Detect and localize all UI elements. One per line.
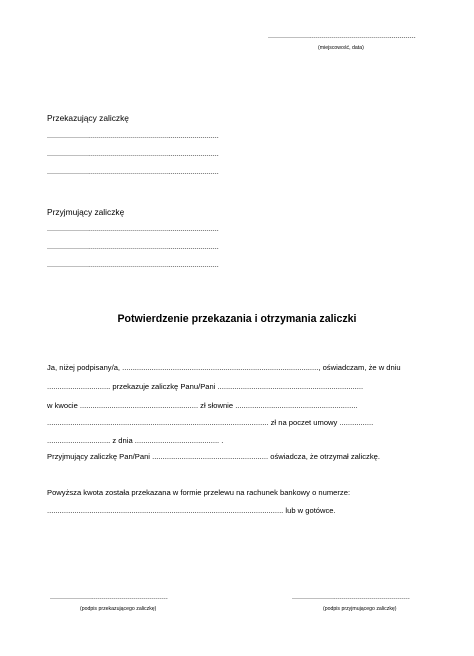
signature-receiver-caption: (podpis przyjmującego zaliczkę)	[323, 606, 397, 612]
statement-line-6[interactable]: Przyjmujący zaliczkę Pan/Pani ....................................................... oświadcza, że otrzymał zaliczkę.	[47, 452, 380, 461]
statement-line-5[interactable]: .............................. z dnia ........................................ .	[47, 436, 224, 445]
signature-receiver-field[interactable]: ...........................................................	[292, 592, 410, 601]
transfer-info-line-2[interactable]: ................................................................................................................ lub w gotówce.	[47, 506, 336, 515]
signature-transferor-field[interactable]: ...........................................................	[50, 592, 168, 601]
place-date-field[interactable]: ..........................................................................	[268, 31, 416, 40]
transfer-info-line-1: Powyższa kwota została przekazana w formie przelewu na rachunek bankowy o numerze:	[47, 488, 351, 497]
receiver-line-1[interactable]: ......................................................................................	[47, 224, 219, 233]
statement-line-2[interactable]: .............................. przekazuje zaliczkę Panu/Pani .....................................................................	[47, 382, 364, 391]
signature-transferor-caption: (podpis przekazującego zaliczkę)	[80, 606, 157, 612]
receiver-line-2[interactable]: ......................................................................................	[47, 242, 219, 251]
place-date-caption: (miejscowość, data)	[318, 45, 364, 51]
transferor-line-1[interactable]: ......................................................................................	[47, 131, 219, 140]
transferor-label: Przekazujący zaliczkę	[47, 113, 129, 123]
statement-line-1[interactable]: Ja, niżej podpisany/a, ............................................................................................., oświadczam, że w dniu	[47, 363, 401, 372]
statement-line-4[interactable]: ......................................................................................................... zł na poczet umowy ................	[47, 418, 374, 427]
transferor-line-3[interactable]: ......................................................................................	[47, 167, 219, 176]
receiver-line-3[interactable]: ......................................................................................	[47, 260, 219, 269]
transferor-line-2[interactable]: ......................................................................................	[47, 149, 219, 158]
statement-line-3[interactable]: w kwocie ........................................................ zł słownie ..........................................................	[47, 401, 358, 410]
document-title: Potwierdzenie przekazania i otrzymania zaliczki	[117, 313, 357, 325]
receiver-label: Przyjmujący zaliczkę	[47, 207, 125, 217]
